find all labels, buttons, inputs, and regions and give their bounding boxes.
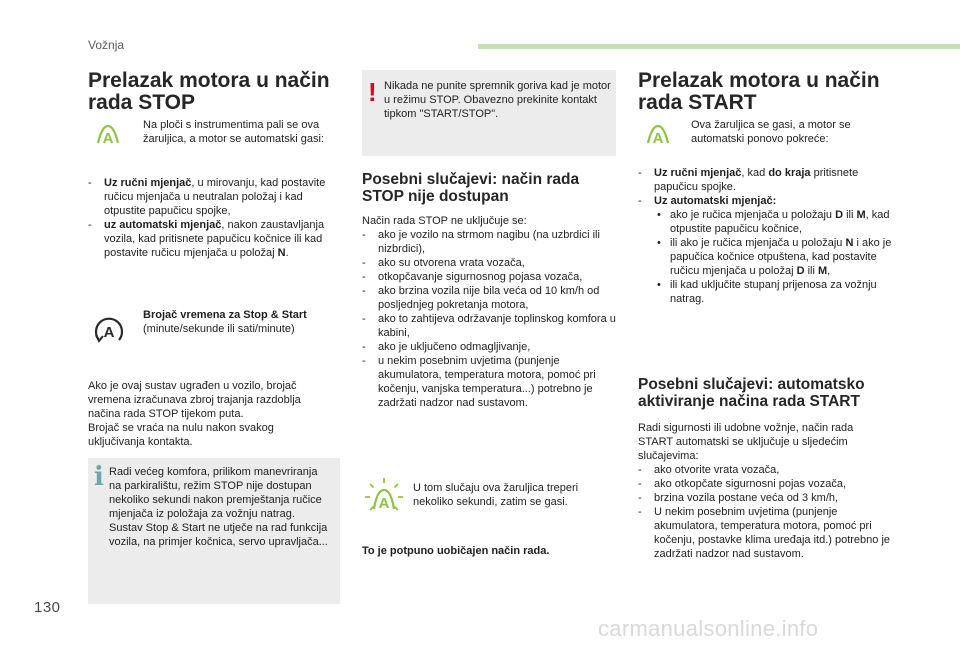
warning-icon: ! — [368, 77, 377, 107]
svg-text:A: A — [102, 130, 114, 147]
flashing-stop-auto-icon — [364, 477, 404, 517]
auto-start-intro: Radi sigurnosti ili udobne vožnje, način rada START automatski se uključuje u sljedećim slučajevima: — [638, 422, 854, 462]
counter-reset-paragraph: Brojač se vraća na nulu nakon svakog uključivanja kontakta. — [88, 422, 274, 448]
start-mode-title-line1: Prelazak motora u način — [638, 69, 880, 92]
svg-text:A: A — [652, 130, 664, 147]
list-item: - ako otvorite vrata vozača, — [638, 463, 900, 477]
info-paragraph-1: Radi većeg komfora, prilikom manevriranja na parkiralištu, režim STOP nije dostupan nekoliko sekundi nakon premještanja ručice mjenjača iz položaja za vožnju natrag. — [109, 466, 322, 520]
list-item: • ili kad uključite stupanj prijenosa za vožnju natrag. — [654, 278, 900, 306]
info-text — [109, 465, 331, 549]
start-mode-title — [638, 70, 918, 114]
list-item: - u nekim posebnim uvjetima (punjenje akumulatora, temperatura motora, pomoć pri kočenju, vanjska temperatura...) potrebno je zadržati nadzor nad sustavom. — [362, 354, 616, 410]
stop-unavailable-title-line1: Posebni slučajevi: način rada — [362, 171, 580, 188]
stop-start-counter-icon — [92, 313, 126, 347]
list-item: • ako je ručica mjenjača u položaju D ili M, kad otpustite papučicu kočnice, — [654, 208, 900, 236]
auto-start-title-line1: Posebni slučajevi: automatsko — [638, 376, 865, 393]
list-item: - ako je uključeno odmagljivanje, — [362, 340, 616, 354]
flash-text: U tom slučaju ova žaruljica treperi nekoliko sekundi, zatim se gasi. — [413, 482, 579, 508]
list-item: - Uz automatski mjenjač: • ako je ručica mjenjača u položaju D ili M, kad otpustite papučicu kočnice, • ili ako je ručica mjenjača u položaju N i ako je papučica kočnice otpuštena, kad postavite ručicu mjenjača u položaj D ili M, • ili kad uključite stupanj prijenosa za vožnju natrag. — [638, 194, 900, 306]
info-paragraph-2: Sustav Stop & Start ne utječe na rad funkcija vozila, na primjer kočnica, servo upravljača... — [109, 522, 328, 548]
stop-auto-green-icon — [95, 123, 121, 147]
stop-unavailable-intro: Način rada STOP ne uključuje se: — [362, 215, 527, 227]
counter-title: Brojač vremena za Stop & Start — [143, 309, 307, 321]
auto-start-title-line2: aktiviranje načina rada START — [638, 392, 860, 410]
start-icon-text: Ova žaruljica se gasi, a motor se automatski ponovo pokreće: — [691, 119, 851, 145]
auto-start-title — [638, 377, 918, 410]
normal-operation-text: To je potpuno uobičajen način rada. — [362, 545, 550, 557]
stop-unavailable-list — [362, 228, 616, 410]
stop-mode-title — [88, 70, 338, 114]
auto-start-list — [638, 463, 900, 561]
stop-mode-title-line2: rada STOP — [88, 91, 195, 114]
stop-mode-title-line1: Prelazak motora u način — [88, 69, 330, 92]
watermark: carmanualsonline.info — [598, 616, 819, 641]
list-item: - otkopčavanje sigurnosnog pojasa vozača, — [362, 270, 616, 284]
header-bar — [478, 44, 960, 49]
list-item: - uz automatski mjenjač, nakon zaustavljanja vozila, kad pritisnete papučicu kočnice ili kad postavite ručicu mjenjača u položaj N. — [88, 218, 340, 260]
warning-text: Nikada ne punite spremnik goriva kad je motor u režimu STOP. Obavezno prekinite kontakt tipkom "START/STOP". — [384, 80, 611, 120]
stop-icon-text: Na ploči s instrumentima pali se ova žaruljica, a motor se automatski gasi: — [143, 119, 324, 145]
list-item: - ako je vozilo na strmom nagibu (na uzbrdici ili nizbrdici), — [362, 228, 616, 256]
list-item: - Uz ručni mjenjač, u mirovanju, kad postavite ručicu mjenjača u neutralan položaj i kad otpustite papučicu spojke, — [88, 176, 340, 218]
list-item: • ili ako je ručica mjenjača u položaju N i ako je papučica kočnice otpuštena, kad postavite ručicu mjenjača u položaj D ili M, — [654, 236, 900, 278]
list-item: - Uz ručni mjenjač, kad do kraja pritisnete papučicu spojke. — [638, 166, 900, 194]
list-item: - ako to zahtijeva održavanje toplinskog komfora u kabini, — [362, 312, 616, 340]
list-item: - brzina vozila postane veća od 3 km/h, — [638, 491, 900, 505]
svg-text:A: A — [103, 324, 115, 341]
automatic-gearbox-list — [654, 208, 900, 306]
start-conditions-list — [638, 166, 900, 306]
section-label: Vožnja — [88, 38, 125, 52]
counter-body-paragraph: Ako je ovaj sustav ugrađen u vozilo, brojač vremena izračunava zbroj trajanja razdoblja načina rada STOP tijekom puta. — [88, 380, 301, 420]
start-mode-title-line2: rada START — [638, 91, 757, 114]
list-item: - U nekim posebnim uvjetima (punjenje akumulatora, temperatura motora, pomoć pri kočenju, postavke klima uređaja itd.) potrebno je zadržati nadzor nad sustavom. — [638, 505, 900, 561]
svg-text:A: A — [378, 495, 390, 512]
counter-body — [88, 379, 333, 449]
stop-unavailable-title — [362, 172, 616, 205]
page-number: 130 — [34, 599, 61, 616]
list-item: - ako su otvorena vrata vozača, — [362, 256, 616, 270]
counter-subtitle: (minute/sekunde ili sati/minute) — [143, 323, 295, 335]
start-auto-green-icon — [645, 123, 671, 147]
stop-unavailable-title-line2: STOP nije dostupan — [362, 187, 509, 205]
list-item: - ako otkopčate sigurnosni pojas vozača, — [638, 477, 900, 491]
list-item: - ako brzina vozila nije bila veća od 10 km/h od posljednjeg pokretanja motora, — [362, 284, 616, 312]
info-icon: i — [94, 462, 104, 492]
stop-conditions-list — [88, 176, 340, 260]
